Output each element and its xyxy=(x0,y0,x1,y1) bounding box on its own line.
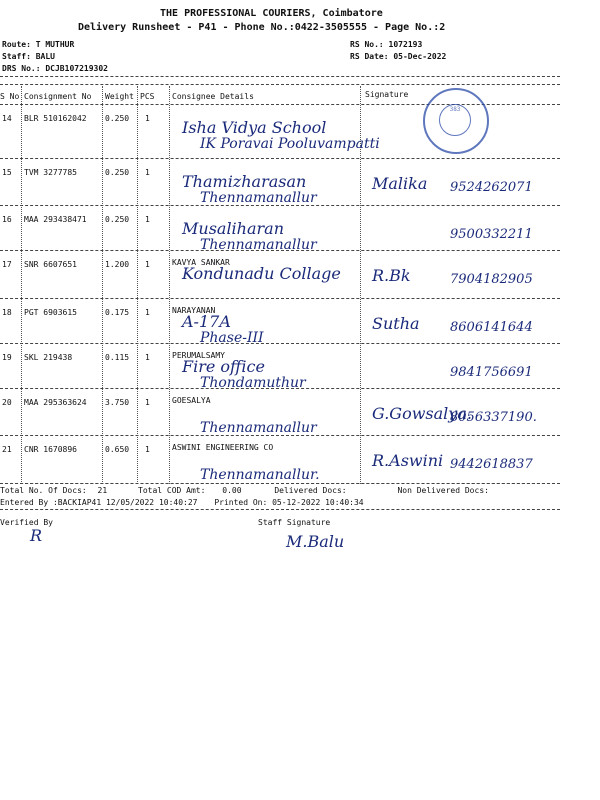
row-consignment: PGT 6903615 xyxy=(24,308,77,317)
header-rule xyxy=(0,76,560,77)
runsheet-title: Delivery Runsheet - P41 - Phone No.:0422-3505555 - Page No.:2 xyxy=(78,22,446,33)
row-separator xyxy=(0,343,560,344)
col-weight: Weight xyxy=(105,92,134,101)
col-consignee: Consignee Details xyxy=(172,92,254,101)
row-separator xyxy=(0,205,560,206)
rs-date-value: 05-Dec-2022 xyxy=(393,52,447,61)
footer-rule-2 xyxy=(0,509,560,510)
row-weight: 1.200 xyxy=(105,260,130,269)
totals-line xyxy=(0,486,489,495)
row-handwritten-name: Musaliharan xyxy=(182,219,285,238)
row-weight: 0.650 xyxy=(105,445,130,454)
row-handwritten-address: Thennamanallur xyxy=(200,420,317,436)
stamp-text: 383 xyxy=(449,106,461,113)
printed-on: Printed On: 05-12-2022 10:40:34 xyxy=(214,498,364,507)
row-pcs: 1 xyxy=(145,353,150,362)
row-consignment: BLR 510162042 xyxy=(24,114,87,123)
row-sno: 17 xyxy=(2,260,12,269)
row-weight: 0.250 xyxy=(105,215,130,224)
row-signature: Malika xyxy=(372,174,428,193)
row-phone: 8056337190. xyxy=(450,410,537,425)
rs-no-line xyxy=(350,40,422,49)
row-sno: 14 xyxy=(2,114,12,123)
entered-line xyxy=(0,498,364,507)
row-consignment: CNR 1670896 xyxy=(24,445,77,454)
row-pcs: 1 xyxy=(145,308,150,317)
row-handwritten-name: Kondunadu Collage xyxy=(182,264,341,283)
rs-date-line xyxy=(350,52,446,61)
total-docs-label: Total No. Of Docs: xyxy=(0,486,87,495)
row-pcs: 1 xyxy=(145,168,150,177)
cod-label: Total COD Amt: xyxy=(138,486,206,495)
col-sno: S No xyxy=(0,92,20,101)
row-printed-name: PERUMALSAMY xyxy=(172,351,225,360)
row-handwritten-address: IK Poravai Pooluvampatti xyxy=(200,136,380,152)
staff-signature-label: Staff Signature xyxy=(258,518,331,527)
row-weight: 3.750 xyxy=(105,398,130,407)
total-docs-value: 21 xyxy=(97,486,108,495)
row-handwritten-address: Thennamanallur xyxy=(200,190,317,206)
row-separator xyxy=(0,435,560,436)
row-weight: 0.250 xyxy=(105,114,130,123)
row-pcs: 1 xyxy=(145,445,150,454)
drs-line xyxy=(2,64,108,73)
route-line xyxy=(2,40,74,49)
row-handwritten-name: A-17A xyxy=(182,312,231,331)
row-handwritten-address: Phase-III xyxy=(200,330,264,346)
row-sno: 15 xyxy=(2,168,12,177)
row-sno: 16 xyxy=(2,215,12,224)
non-delivered-label: Non Delivered Docs: xyxy=(397,486,489,495)
row-weight: 0.175 xyxy=(105,308,130,317)
row-sno: 21 xyxy=(2,445,12,454)
row-phone: 9841756691 xyxy=(450,365,533,380)
row-signature: R.Bk xyxy=(372,266,411,285)
row-printed-name: NARAYANAN xyxy=(172,306,216,315)
row-handwritten-address: Thennamanallur. xyxy=(200,467,320,483)
row-printed-name: KAVYA SANKAR xyxy=(172,258,230,267)
row-signature: G.Gowsalya. xyxy=(372,404,472,423)
staff-line xyxy=(2,52,55,61)
rs-no-label: RS No.: xyxy=(350,40,384,49)
row-signature: Sutha xyxy=(372,314,420,333)
route-label: Route: xyxy=(2,40,31,49)
header-rule-2 xyxy=(0,84,560,85)
row-pcs: 1 xyxy=(145,215,150,224)
divider-3 xyxy=(137,86,138,484)
row-handwritten-address: Thennamanallur xyxy=(200,237,317,253)
route-value: T MUTHUR xyxy=(35,40,75,49)
delivered-label: Delivered Docs: xyxy=(274,486,347,495)
drs-value: DCJB107219302 xyxy=(45,64,108,73)
staff-value: BALU xyxy=(35,52,55,61)
row-sno: 19 xyxy=(2,353,12,362)
row-sno: 20 xyxy=(2,398,12,407)
company-title: THE PROFESSIONAL COURIERS, Coimbatore xyxy=(160,8,383,19)
divider-4 xyxy=(169,86,170,484)
row-handwritten-name: Thamizharasan xyxy=(182,172,307,191)
row-consignment: MAA 295363624 xyxy=(24,398,87,407)
row-separator xyxy=(0,158,560,159)
row-consignment: SNR 6607651 xyxy=(24,260,77,269)
stamp-center xyxy=(439,104,471,136)
cod-value: 0.00 xyxy=(222,486,242,495)
col-signature: Signature xyxy=(365,90,409,99)
row-weight: 0.250 xyxy=(105,168,130,177)
stamp-icon xyxy=(423,88,489,154)
row-handwritten-name: Fire office xyxy=(182,357,265,376)
row-weight: 0.115 xyxy=(105,353,130,362)
staff-signature: M.Balu xyxy=(286,532,345,551)
row-phone: 9500332211 xyxy=(450,227,533,242)
row-signature: R.Aswini xyxy=(372,451,444,470)
rs-no-value: 1072193 xyxy=(388,40,423,49)
row-printed-name: GOESALYA xyxy=(172,396,211,405)
rs-date-label: RS Date: xyxy=(350,52,389,61)
row-separator xyxy=(0,250,560,251)
row-separator xyxy=(0,298,560,299)
row-phone: 9442618837 xyxy=(450,457,533,472)
row-pcs: 1 xyxy=(145,260,150,269)
row-separator xyxy=(0,388,560,389)
row-printed-name: ASWINI ENGINEERING CO xyxy=(172,443,274,452)
staff-label: Staff: xyxy=(2,52,31,61)
col-pcs: PCS xyxy=(140,92,155,101)
row-phone: 8606141644 xyxy=(450,320,533,335)
row-phone: 7904182905 xyxy=(450,272,533,287)
divider-2 xyxy=(102,86,103,484)
row-consignment: TVM 3277785 xyxy=(24,168,77,177)
col-consignment: Consignment No xyxy=(24,92,92,101)
divider-1 xyxy=(21,86,22,484)
row-handwritten-name: Isha Vidya School xyxy=(182,118,327,137)
verified-signature: R xyxy=(30,526,43,545)
row-pcs: 1 xyxy=(145,114,150,123)
footer-rule xyxy=(0,483,560,484)
verified-by-label: Verified By xyxy=(0,518,53,527)
row-pcs: 1 xyxy=(145,398,150,407)
row-consignment: MAA 293438471 xyxy=(24,215,87,224)
row-sno: 18 xyxy=(2,308,12,317)
drs-label: DRS No.: xyxy=(2,64,41,73)
row-handwritten-address: Thondamuthur xyxy=(200,375,306,391)
row-consignment: SKL 219438 xyxy=(24,353,73,362)
entered-by: Entered By :BACKIAP41 12/05/2022 10:40:27 xyxy=(0,498,198,507)
row-phone: 9524262071 xyxy=(450,180,533,195)
